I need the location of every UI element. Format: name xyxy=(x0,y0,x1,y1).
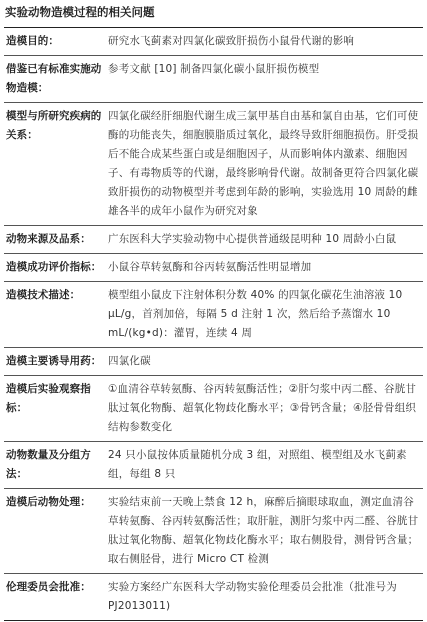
row-content: 研究水飞蓟素对四氯化碳致肝损伤小鼠骨代谢的影响 xyxy=(104,28,423,56)
table-row xyxy=(4,226,423,254)
row-label: 借鉴已有标准实施动物造模： xyxy=(4,56,104,103)
row-label: 造模目的： xyxy=(4,28,104,56)
table-row xyxy=(4,376,423,442)
table-row xyxy=(4,254,423,282)
row-content: 24 只小鼠按体质量随机分成 3 组，对照组、模型组及水飞蓟素组，每组 8 只 xyxy=(104,442,423,489)
row-content: 小鼠谷草转氨酶和谷丙转氨酶活性明显增加 xyxy=(104,254,423,282)
table-row xyxy=(4,103,423,226)
row-content: 四氯化碳经肝细胞代谢生成三氯甲基自由基和氯自由基，它们可使酶的功能丧失，细胞膜脂质过氧化，最终导致肝细胞损伤。肝受损后不能合成某些蛋白或是细胞因子，从而影响体内激素、细胞因子、有毒物质等的代谢，最终影响骨代谢。故制备更符合四氯化碳致肝损伤的动物模型并考虑到年龄的影响，实验选用 10 周龄的雌雄各半的成年小鼠作为研究对象 xyxy=(104,103,423,226)
row-label: 模型与所研究疾病的关系： xyxy=(4,103,104,226)
table-row xyxy=(4,574,423,621)
row-label: 动物数量及分组方法： xyxy=(4,442,104,489)
row-label: 造模主要诱导用药： xyxy=(4,348,104,376)
table-row xyxy=(4,348,423,376)
table-row xyxy=(4,56,423,103)
table-row xyxy=(4,282,423,348)
row-content: 模型组小鼠皮下注射体积分数 40% 的四氯化碳花生油溶液 10 μL/g，首剂加倍，每隔 5 d 注射 1 次，然后给予蒸馏水 10 mL/(kg•d)：灌胃，连续 4 周 xyxy=(104,282,423,348)
row-content: 广东医科大学实验动物中心提供普通级昆明种 10 周龄小白鼠 xyxy=(104,226,423,254)
row-label: 伦理委员会批准： xyxy=(4,574,104,621)
row-label: 造模成功评价指标： xyxy=(4,254,104,282)
table-row xyxy=(4,442,423,489)
row-label: 造模后实验观察指标： xyxy=(4,376,104,442)
info-table xyxy=(4,28,423,621)
row-content: ①血清谷草转氨酶、谷丙转氨酶活性；②肝匀浆中丙二醛、谷胱甘肽过氧化物酶、超氧化物歧化酶水平；③骨钙含量；④胫骨骨组织结构参数变化 xyxy=(104,376,423,442)
table-row xyxy=(4,28,423,56)
row-content: 四氯化碳 xyxy=(104,348,423,376)
row-content: 实验结束前一天晚上禁食 12 h，麻醉后摘眼球取血，测定血清谷草转氨酶、谷丙转氨酶活性；取肝脏，测肝匀浆中丙二醛、谷胱甘肽过氧化物酶、超氧化物歧化酶水平；取右侧股骨，测骨钙含量；取右侧胫骨，进行 Micro CT 检测 xyxy=(104,489,423,574)
row-label: 动物来源及品系： xyxy=(4,226,104,254)
document xyxy=(4,0,423,621)
row-label: 造模后动物处理： xyxy=(4,489,104,574)
row-label: 造模技术描述： xyxy=(4,282,104,348)
table-row xyxy=(4,489,423,574)
table-title: 实验动物造模过程的相关问题 xyxy=(4,4,423,28)
row-content: 参考文献 [10] 制备四氯化碳小鼠肝损伤模型 xyxy=(104,56,423,103)
row-content: 实验方案经广东医科大学动物实验伦理委员会批准（批准号为 PJ2013011) xyxy=(104,574,423,621)
